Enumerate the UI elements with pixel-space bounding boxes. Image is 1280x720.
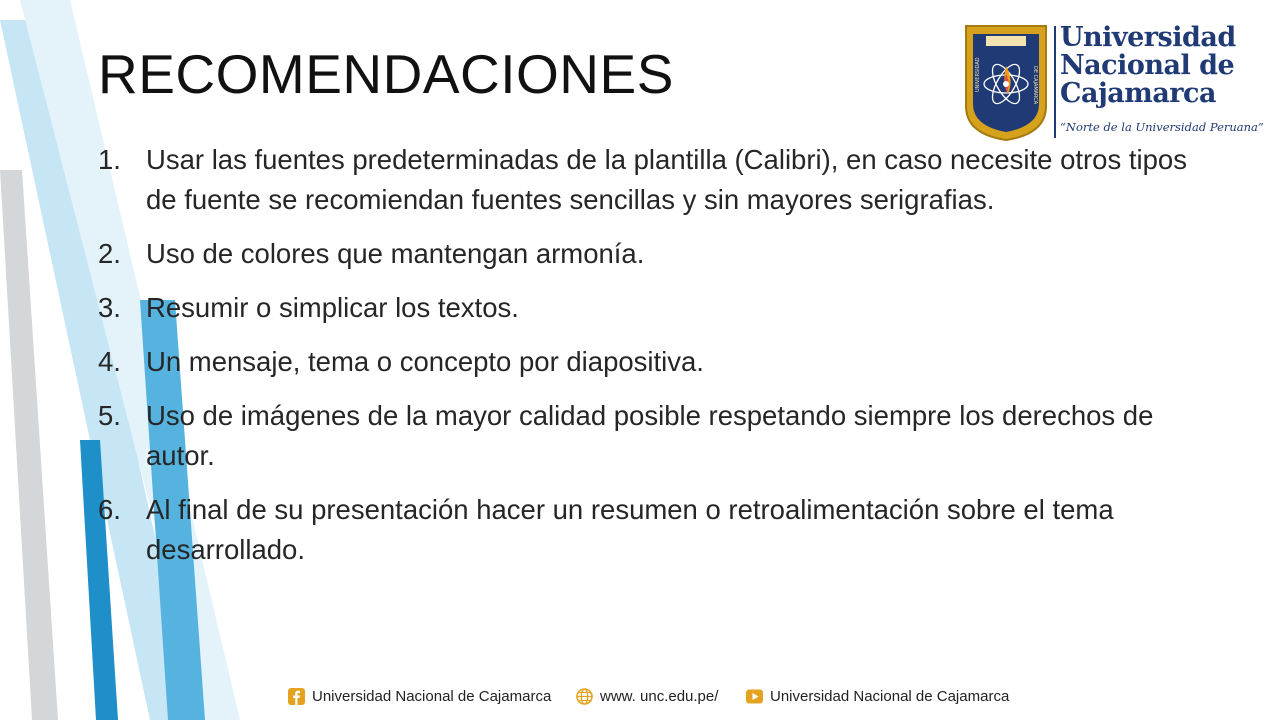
list-item-text: Al final de su presentación hacer un resumen o retroalimentación sobre el tema desarrollado. [146, 494, 1114, 565]
list-item-number: 4. [98, 346, 121, 377]
list-item-number: 6. [98, 494, 121, 525]
facebook-icon [288, 688, 305, 705]
ribbon-grey [0, 170, 58, 720]
list-item-number: 3. [98, 292, 121, 323]
footer-facebook-link[interactable] [288, 688, 551, 705]
footer-web-link[interactable] [576, 688, 718, 705]
university-name-line1: Universidad [1060, 22, 1236, 53]
footer-youtube-link[interactable] [746, 688, 1009, 705]
list-item-text: Uso de colores que mantengan armonía. [146, 238, 645, 269]
footer-facebook-label: Universidad Nacional de Cajamarca [312, 688, 552, 705]
list-item [98, 490, 1188, 570]
list-item-number: 2. [98, 238, 121, 269]
recommendations-list [98, 140, 1188, 584]
university-name-line3: Cajamarca [1060, 78, 1216, 109]
footer-youtube-label: Universidad Nacional de Cajamarca [770, 688, 1010, 705]
list-item [98, 288, 1188, 328]
list-item [98, 396, 1188, 476]
youtube-icon [746, 688, 763, 705]
svg-text:UNIVERSIDAD: UNIVERSIDAD [975, 57, 981, 92]
slide-title: RECOMENDACIONES [98, 43, 674, 105]
university-motto: “Norte de la Universidad Peruana” [1060, 120, 1264, 134]
footer-web-label: www. unc.edu.pe/ [600, 688, 719, 705]
university-seal-icon [962, 22, 1050, 142]
globe-icon [576, 688, 593, 705]
list-item-text: Resumir o simplicar los textos. [146, 292, 519, 323]
list-item [98, 342, 1188, 382]
university-name [1060, 24, 1260, 108]
list-item-number: 5. [98, 400, 121, 431]
list-item-number: 1. [98, 144, 121, 175]
svg-text:DE CAJAMARCA: DE CAJAMARCA [1032, 66, 1038, 105]
university-logo [962, 20, 1262, 146]
list-item-text: Un mensaje, tema o concepto por diapositiva. [146, 346, 704, 377]
list-item [98, 234, 1188, 274]
university-name-line2: Nacional de [1060, 50, 1235, 81]
logo-divider [1054, 26, 1056, 138]
list-item-text: Usar las fuentes predeterminadas de la plantilla (Calibri), en caso necesite otros tipos de fuente se recomiendan fuentes sencillas y sin mayores serigrafias. [146, 144, 1187, 215]
list-item [98, 140, 1188, 220]
list-item-text: Uso de imágenes de la mayor calidad posible respetando siempre los derechos de autor. [146, 400, 1154, 471]
